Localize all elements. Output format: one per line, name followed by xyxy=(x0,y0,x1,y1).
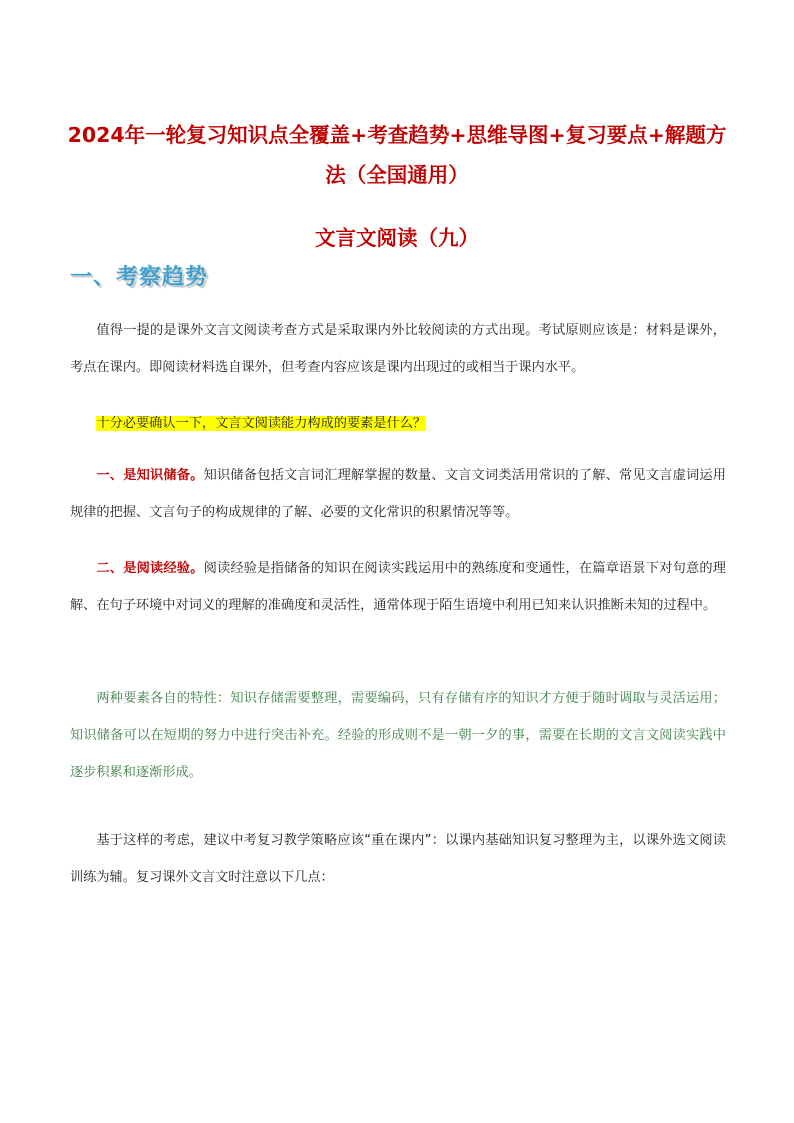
document-title-line-1: 2024年一轮复习知识点全覆盖+考查趋势+思维导图+复习要点+解题方 xyxy=(67,123,727,147)
point-one-lead: 一、是知识储备。 xyxy=(96,468,204,483)
point-one-body: 知识储备包括文言词汇理解掌握的数量、文言文词类活用常识的了解、常见文言虚词运用规律的把握、文言句子的构成规律的了解、必要的文化常识的积累情况等等。 xyxy=(70,468,726,520)
point-two-lead: 二、是阅读经验。 xyxy=(96,561,204,576)
paragraph-question xyxy=(70,405,726,442)
point-two-body: 阅读经验是指储备的知识在阅读实践运用中的熟练度和变通性，在篇章语景下对句意的理解、在句子环境中对词义的理解的准确度和灵活性，通常体现于陌生语境中利用已知来认识推断未知的过程中。 xyxy=(70,561,726,613)
paragraph-reading-experience xyxy=(70,550,726,624)
section-heading-trend: 一、考察趋势 xyxy=(70,265,209,290)
document-title-line-2: 法（全国通用） xyxy=(325,163,469,187)
paragraph-exam-principle: 值得一提的是课外文言文阅读考查方式是采取课内外比较阅读的方式出现。考试原则应该是：材料是课外，考点在课内。即阅读材料选自课外，但考查内容应该是课内出现过的或相当于课内水平。 xyxy=(70,323,726,375)
document-subtitle: 文言文阅读（九） xyxy=(315,226,479,250)
paragraph-two-elements: 两种要素各自的特性：知识存储需要整理，需要编码，只有存储有序的知识才方便于随时调取与灵活运用；知识储备可以在短期的努力中进行突击补充。经验的形成则不是一朝一夕的事，需要在长期的文言文阅读实践中逐步积累和逐渐形成。 xyxy=(70,691,726,780)
highlighted-question: 十分必要确认一下，文言文阅读能力构成的要素是什么？ xyxy=(96,416,427,431)
paragraph-knowledge-reserve xyxy=(70,457,726,531)
paragraph-review-strategy: 基于这样的考虑，建议中考复习教学策略应该“重在课内”：以课内基础知识复习整理为主，以课外选文阅读训练为辅。复习课外文言文时注意以下几点： xyxy=(70,833,726,885)
